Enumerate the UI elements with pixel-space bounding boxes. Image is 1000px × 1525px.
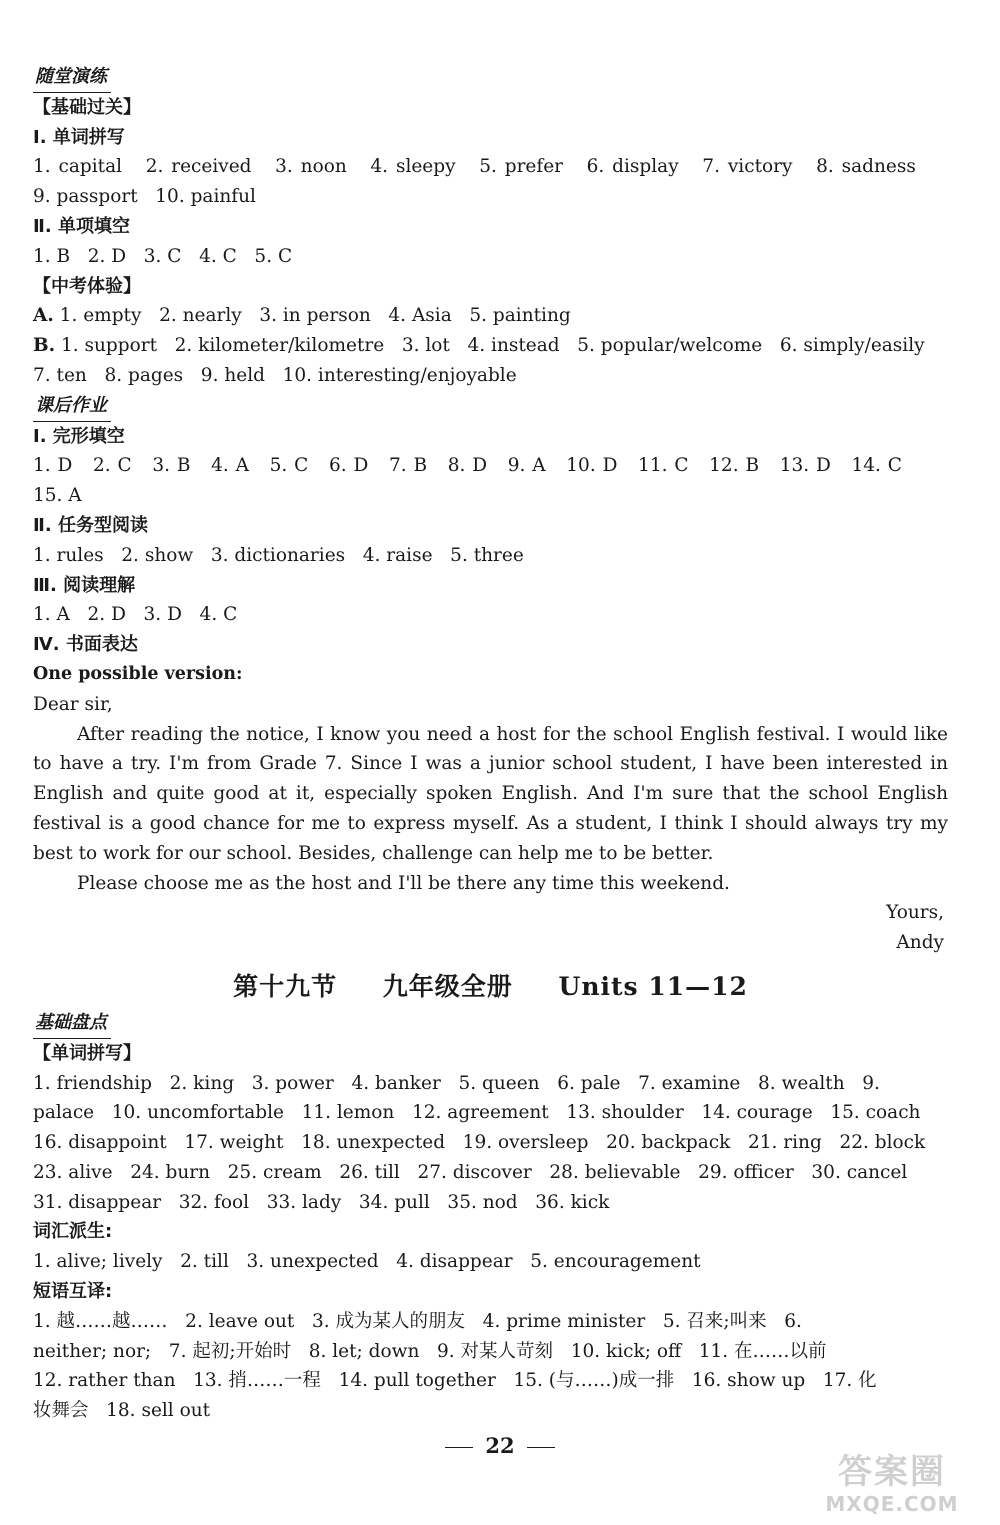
answers-b: 1. support 2. kilometer/kilometre 3. lot 4. instead 5. popular/welcome 6. simply/easily [55,335,925,357]
page-number-dash-right [527,1447,555,1448]
answer-page [33,62,948,1426]
answer-line: 12. rather than 13. 捎……一程 14. pull together 15. (与……)成一排 16. show up 17. 化 [33,1370,877,1392]
letter-paragraph: After reading the notice, I know you need a host for the school English festival. I would like to have a try. I'm from Grade 7. Since I was a junior school student, I have been interested in English and quite good at it, especially spoken English. And I'm sure that the school English festival is a good chance for me to express myself. As a student, I think I should always try my best to work for our school. Besides, challenge can help me to be better. [33,723,948,864]
section-title [33,972,948,1002]
watermark-bottom: MXQE.COM [825,1492,959,1516]
answer-line: 1. alive; lively 2. till 3. unexpected 4. disappear 5. encouragement [33,1251,701,1273]
page-number-dash-left [445,1447,473,1448]
label-b: B. [33,335,56,357]
section-heading-homework: 课后作业 [33,391,111,422]
section-heading-basics: 基础盘点 [33,1008,111,1039]
answer-line: 1. friendship 2. king 3. power 4. banker 5. queen 6. pale 7. examine 8. wealth 9. [33,1072,880,1094]
answer-line: 妆舞会 18. sell out [33,1400,211,1422]
letter-salutation: Dear sir, [33,693,113,715]
hw-part1-title: Ⅰ. 完形填空 [33,425,125,447]
answer-line: 1. rules 2. show 3. dictionaries 4. raise 5. three [33,544,524,566]
hw-part4-title: Ⅳ. 书面表达 [33,634,138,656]
answer-line: neither; nor; 7. 起初;开始时 8. let; down 9. 对某人苛刻 10. kick; off 11. 在……以前 [33,1340,827,1362]
answer-line: 1. A 2. D 3. D 4. C [33,604,238,626]
words-bracket-title: 【单词拼写】 [33,1042,141,1064]
answer-line: 1. D 2. C 3. B 4. A 5. C 6. D 7. B 8. D 9. A 10. D 11. C 12. B 13. D 14. C [33,455,902,477]
answers-a: 1. empty 2. nearly 3. in person 4. Asia 5. painting [53,305,571,327]
answer-line: 1. B 2. D 3. C 4. C 5. C [33,245,293,267]
hw-part3-title: Ⅲ. 阅读理解 [33,574,136,596]
letter-paragraph: Please choose me as the host and I'll be there any time this weekend. [77,872,730,894]
hw-part2-title: Ⅱ. 任务型阅读 [33,514,148,536]
page-number-value: 22 [485,1433,515,1458]
basic-bracket-title: 【基础过关】 [33,96,141,118]
version-label: One possible version: [33,663,243,684]
section-title-part2: 九年级全册 [382,971,513,1001]
answer-line-a [33,301,948,331]
derive-label: 词汇派生: [33,1221,113,1243]
label-a: A. [33,305,54,327]
answer-line: 31. disappear 32. fool 33. lady 34. pull 35. nod 36. kick [33,1191,610,1213]
answer-line: 7. ten 8. pages 9. held 10. interesting/enjoyable [33,364,517,386]
letter-closing: Yours, [886,902,944,924]
letter-signature: Andy [896,932,944,954]
answer-line-b [33,331,948,361]
answer-line: palace 10. uncomfortable 11. lemon 12. agreement 13. shoulder 14. courage 15. coach [33,1102,921,1124]
exam-bracket-title: 【中考体验】 [33,275,141,297]
section-title-part3: Units 11—12 [558,971,748,1001]
answer-line: 15. A [33,485,82,507]
watermark-top: 答案圈 [838,1452,946,1492]
section-heading-practice: 随堂演练 [33,62,111,93]
part1-title: Ⅰ. 单词拼写 [33,126,125,148]
part2-title: Ⅱ. 单项填空 [33,215,130,237]
phrase-label: 短语互译: [33,1281,113,1303]
section-title-part1: 第十九节 [233,971,338,1001]
answer-line: 16. disappoint 17. weight 18. unexpected 19. oversleep 20. backpack 21. ring 22. block [33,1132,926,1154]
answer-line: 9. passport 10. painful [33,186,256,208]
answer-line: 23. alive 24. burn 25. cream 26. till 27. discover 28. believable 29. officer 30. cancel [33,1161,908,1183]
answer-line: 1. capital 2. received 3. noon 4. sleepy 5. prefer 6. display 7. victory 8. sadness [33,156,916,178]
watermark-logo [792,1452,992,1520]
answer-line: 1. 越……越…… 2. leave out 3. 成为某人的朋友 4. prime minister 5. 召来;叫来 6. [33,1310,802,1332]
